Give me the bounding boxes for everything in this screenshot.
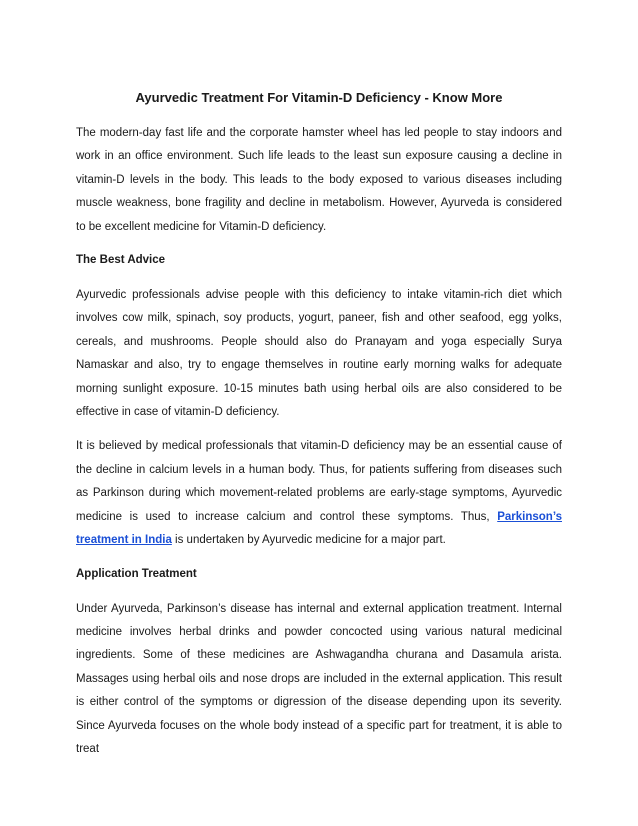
section-heading-best-advice: The Best Advice	[76, 254, 166, 267]
intro-paragraph: The modern-day fast life and the corporate hamster wheel has led people to stay indoors and work in an office environment. Such life leads to the least sun exposure causing a decline in vitamin-D levels in the body. This leads to the body exposed to various diseases including muscle weakness, bone fragility and decline in metabolism. However, Ayurveda is considered to be excellent medicine for Vitamin-D deficiency.	[76, 127, 562, 233]
paragraph-text-after-link: is undertaken by Ayurvedic medicine for a major part.	[171, 534, 446, 547]
application-treatment-paragraph: Under Ayurveda, Parkinson’s disease has internal and external application treatment. Internal medicine involves herbal drinks and powder concocted using various natural medicinal ingredients. Some of these medicines are Ashwagandha churana and Dasamula arista. Massages using herbal oils and nose drops are included in the external application. This result is either control of the symptoms or digression of the disease depending upon its severity. Since Ayurveda focuses on the whole body instead of a specific part for treatment, it is able to treat	[76, 602, 562, 755]
section-heading-application-treatment: Application Treatment	[76, 567, 197, 580]
best-advice-paragraph-2	[76, 435, 562, 552]
best-advice-paragraph-1: Ayurvedic professionals advise people with this deficiency to intake vitamin-rich diet which involves cow milk, spinach, soy products, yogurt, paneer, fish and other seafood, egg yolks, cereals, and mushrooms. People should also do Pranayam and yoga especially Surya Namaskar and also, try to engage themselves in routine early morning walks for adequate morning sunlight exposure. 10-15 minutes bath using herbal oils are also considered to be effective in case of vitamin-D deficiency.	[76, 289, 562, 419]
document-title: Ayurvedic Treatment For Vitamin-D Deficiency - Know More	[135, 90, 503, 105]
paragraph-text-before-link: It is believed by medical professionals that vitamin-D deficiency may be an essential cause of the decline in calcium levels in a human body. Thus, for patients suffering from diseases such as Parkinson during which movement-related problems are early-stage symptoms, Ayurvedic medicine is used to increase calcium and control these symptoms. Thus,	[76, 440, 562, 523]
parkinsons-treatment-link[interactable]: Parkinson’s treatment in India	[76, 510, 562, 547]
